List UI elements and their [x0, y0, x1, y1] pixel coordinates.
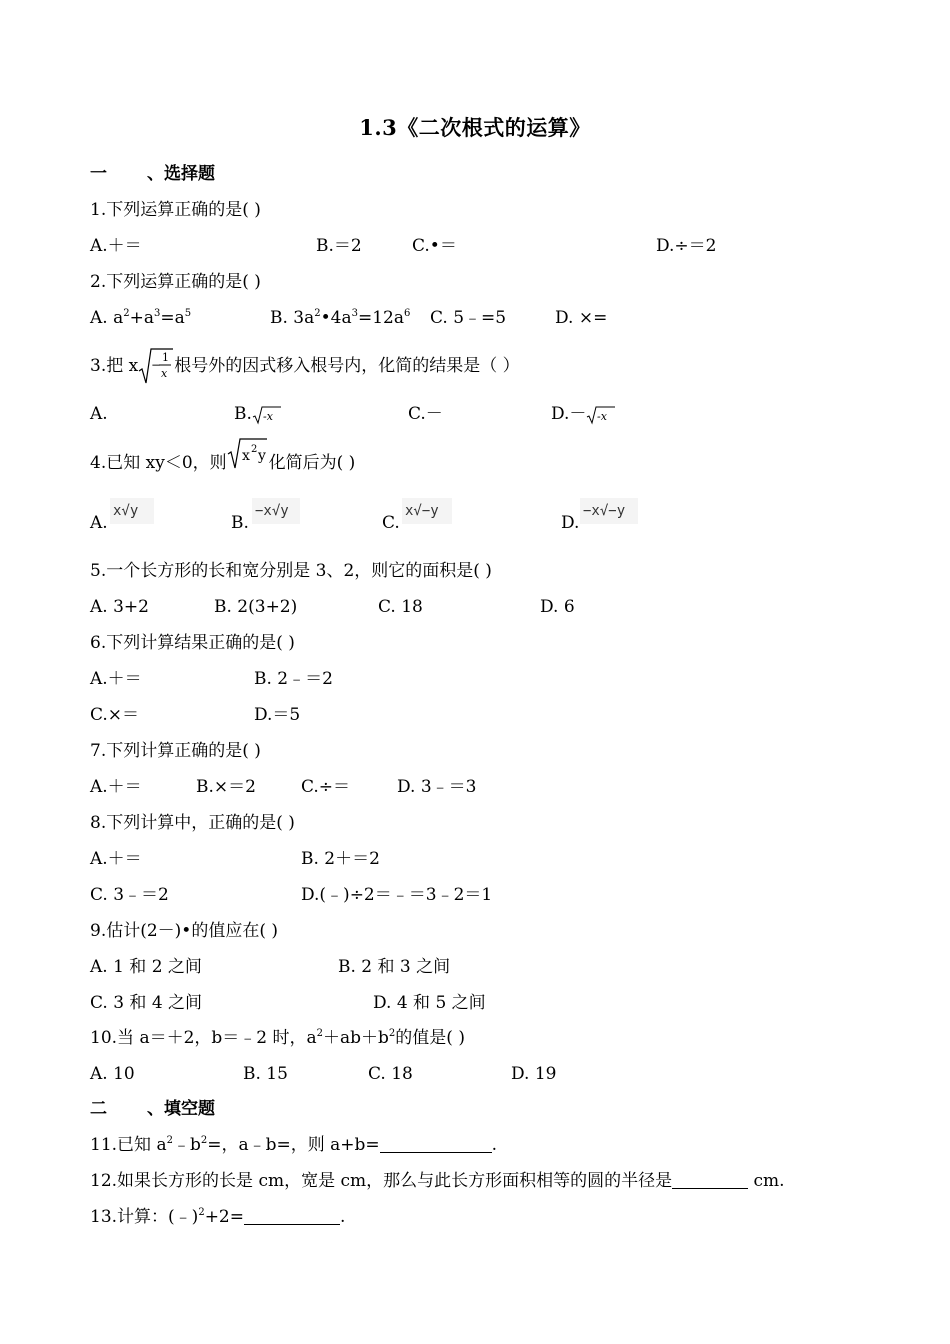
q4-option-a: A. [90, 513, 108, 533]
q9-option-a: A. 1 和 2 之间 [90, 957, 202, 977]
q3-prefix: 3.把 x [90, 356, 139, 376]
q7-option-c: C.÷＝ [301, 777, 351, 797]
q5-option-b: B. 2(3+2) [214, 597, 298, 617]
q9-option-d: D. 4 和 5 之间 [373, 993, 486, 1013]
question-6: 6.下列计算结果正确的是( ) [90, 633, 295, 653]
q4-option-c: C. [382, 513, 400, 533]
q10-option-c: C. 18 [368, 1064, 413, 1084]
q3-option-d-radical [586, 405, 616, 425]
q4-radicand-y: y [257, 448, 266, 464]
q4-option-b: B. [231, 513, 249, 533]
question-4 [90, 436, 355, 476]
q3-option-d-radicand: -x [597, 409, 608, 423]
q8-option-b: B. 2＋＝2 [301, 849, 380, 869]
question-12: 12.如果长方形的长是 cm，宽是 cm，那么与此长方形面积相等的圆的半径是 cm. [90, 1171, 785, 1191]
q4-option-d: D. [561, 513, 580, 533]
q4-suffix: 化简后为( ) [268, 453, 356, 473]
q4-radical-x2y [227, 436, 269, 470]
q5-option-d: D. 6 [540, 597, 575, 617]
q13-answer-blank[interactable] [244, 1206, 340, 1225]
q1-option-a: A.＋＝ [90, 236, 142, 256]
question-2: 2.下列运算正确的是( ) [90, 272, 261, 292]
question-3 [90, 346, 520, 386]
q8-option-c: C. 3﹣＝2 [90, 885, 169, 905]
q1-option-d: D.÷＝2 [656, 236, 717, 256]
section-heading-fill [90, 1098, 215, 1120]
q11-answer-blank[interactable] [380, 1134, 492, 1153]
q7-option-d: D. 3﹣＝3 [397, 777, 477, 797]
q7-option-b: B.×＝2 [196, 777, 256, 797]
q4-radicand-exponent: 2 [250, 444, 258, 455]
section-number: 二 [90, 1099, 107, 1119]
question-9: 9.估计(2－)•的值应在( ) [90, 921, 278, 941]
q1-option-b: B.＝2 [316, 236, 362, 256]
q2-option-b: B. $3a^2•4a^3=12a^6$ [270, 308, 411, 328]
question-13: 13.计算：(﹣)$^2$+2= . [90, 1207, 346, 1227]
question-10: 10.当 a＝＋2，b＝﹣2 时，$a^2+ab+b^2$的值是( ) [90, 1028, 465, 1048]
question-5: 5.一个长方形的长和宽分别是 3、2，则它的面积是( ) [90, 561, 492, 581]
q3-option-b-radical [252, 405, 282, 425]
q3-option-a: A. [90, 404, 108, 424]
q3-fraction-numerator: 1 [162, 350, 170, 364]
q12-answer-blank[interactable] [672, 1170, 748, 1189]
q4-option-d-formula: −x√−y [583, 503, 626, 519]
q2-option-c: C. 5﹣=5 [430, 308, 507, 328]
q8-option-d: D.(﹣)÷2＝﹣＝3﹣2＝1 [301, 885, 493, 905]
q6-option-d: D.＝5 [254, 705, 301, 725]
q4-option-c-formula-image [402, 498, 452, 524]
q3-option-b-radicand: -x [262, 409, 273, 423]
q1-option-c: C.•＝ [412, 236, 457, 256]
q3-option-d: D.－ -x [551, 403, 616, 425]
question-11: 11.已知 $a^2﹣b^2=$，a﹣b=，则 a+b= . [90, 1135, 498, 1155]
q3-option-c: C.－ [408, 404, 443, 424]
q3-option-b: B. -x [234, 403, 282, 425]
section-name: 、填空题 [147, 1099, 215, 1119]
q4-prefix: 4.已知 xy＜0，则 [90, 453, 227, 473]
question-1: 1.下列运算正确的是( ) [90, 200, 261, 220]
q3-minus-sign: − [151, 357, 162, 372]
q9-option-c: C. 3 和 4 之间 [90, 993, 203, 1013]
q10-option-d: D. 19 [511, 1064, 557, 1084]
section-number: 一 [90, 164, 107, 184]
q4-option-c-formula: x√−y [405, 503, 439, 519]
q6-option-c: C.×＝ [90, 705, 140, 725]
q5-option-a: A. 3+2 [90, 597, 149, 617]
q6-option-a: A.＋＝ [90, 669, 142, 689]
q10-option-a: A. 10 [90, 1064, 135, 1084]
document-title: 1.3《二次根式的运算》 [359, 115, 591, 140]
q10-option-b: B. 15 [243, 1064, 288, 1084]
q3-suffix: 根号外的因式移入根号内，化简的结果是（ ） [174, 356, 520, 376]
q4-option-a-formula: x√y [113, 503, 139, 519]
q2-option-a: A. $a^2+a^3=a^5$ [90, 308, 192, 328]
q2-option-d: D. ×= [555, 308, 608, 328]
q9-option-b: B. 2 和 3 之间 [338, 957, 451, 977]
q4-option-a-formula-image [110, 498, 154, 524]
question-7: 7.下列计算正确的是( ) [90, 741, 261, 761]
q4-option-b-formula-image [252, 498, 300, 524]
q8-option-a: A.＋＝ [90, 849, 142, 869]
q4-option-b-formula: −x√y [255, 503, 289, 519]
section-name: 、选择题 [147, 164, 215, 184]
q7-option-a: A.＋＝ [90, 777, 142, 797]
q6-option-b: B. 2﹣＝2 [254, 669, 333, 689]
q5-option-c: C. 18 [378, 597, 423, 617]
q3-radical-minus-one-over-x [138, 347, 174, 387]
question-8: 8.下列计算中，正确的是( ) [90, 813, 295, 833]
section-heading-choice [90, 163, 215, 185]
q3-fraction-denominator: x [161, 366, 168, 380]
q4-option-d-formula-image [580, 498, 638, 524]
q4-radicand-x: x [241, 448, 250, 464]
